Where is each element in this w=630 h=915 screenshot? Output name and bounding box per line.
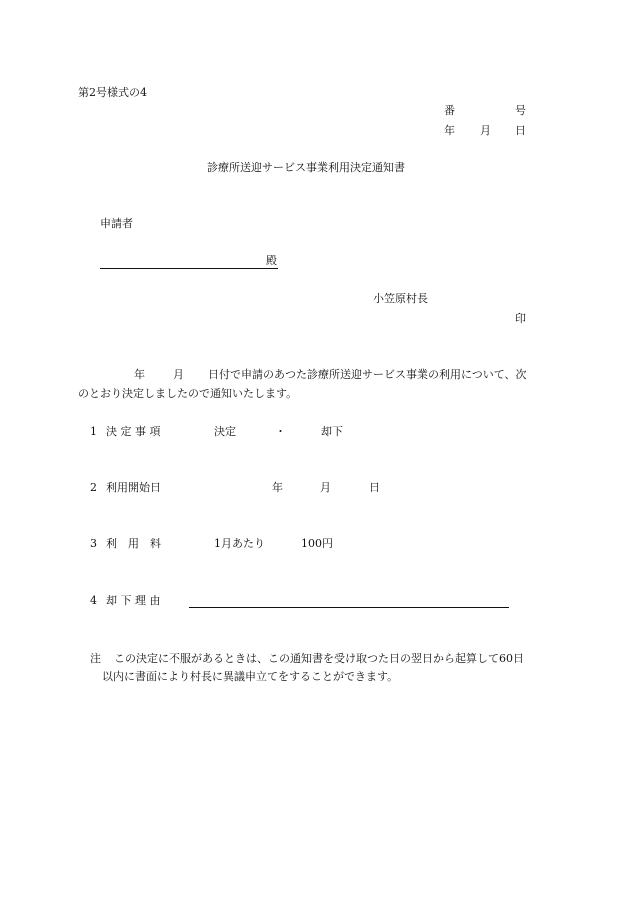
start-date-month: 月 xyxy=(320,481,331,494)
applicant-honorific: 殿 xyxy=(266,254,277,267)
body-month: 月 xyxy=(173,368,184,381)
body-year: 年 xyxy=(134,368,145,381)
decision-separator: ・ xyxy=(275,425,286,438)
body-line2: のとおり決定しましたので通知いたします。 xyxy=(78,387,298,400)
item-fee-label: 利 用 料 xyxy=(106,537,161,550)
issue-date-month: 月 xyxy=(480,124,491,137)
item-fee-number: 3 xyxy=(90,537,97,550)
note-line2: 以内に書面により村長に異議申立てをすることができます。 xyxy=(102,670,399,683)
form-number: 第2号様式の4 xyxy=(78,86,147,99)
note-line1: この決定に不服があるときは、この通知書を受け取つた日の翌日から起算して60日 xyxy=(114,652,524,665)
fee-unit: 1月あたり xyxy=(214,537,265,550)
item-start-date-label: 利用開始日 xyxy=(106,481,161,494)
body-line1: 日付で申請のあつた診療所送迎サービス事業の利用について、次 xyxy=(208,368,527,381)
applicant-label: 申請者 xyxy=(100,217,133,230)
issuer-seal: 印 xyxy=(515,312,526,325)
issue-date-year: 年 xyxy=(444,124,455,137)
item-decision-number: 1 xyxy=(90,425,97,438)
rejection-reason-line xyxy=(189,607,509,608)
issuer-name: 小笠原村長 xyxy=(373,292,428,305)
issue-date-day: 日 xyxy=(515,124,526,137)
start-date-year: 年 xyxy=(272,481,283,494)
item-decision-label: 決 定 事 項 xyxy=(106,425,161,438)
item-start-date-number: 2 xyxy=(90,481,97,494)
item-rejection-reason-number: 4 xyxy=(90,594,97,607)
number-suffix: 号 xyxy=(515,104,526,117)
item-rejection-reason-label: 却 下 理 由 xyxy=(106,594,161,607)
decision-option-approve: 決定 xyxy=(214,425,236,438)
fee-amount: 100円 xyxy=(301,537,333,550)
applicant-name-line xyxy=(100,268,278,269)
start-date-day: 日 xyxy=(369,481,380,494)
note-marker: 注 xyxy=(90,652,101,665)
document-title: 診療所送迎サービス事業利用決定通知書 xyxy=(207,161,405,174)
decision-option-reject: 却下 xyxy=(321,425,343,438)
number-label: 番 xyxy=(444,104,455,117)
